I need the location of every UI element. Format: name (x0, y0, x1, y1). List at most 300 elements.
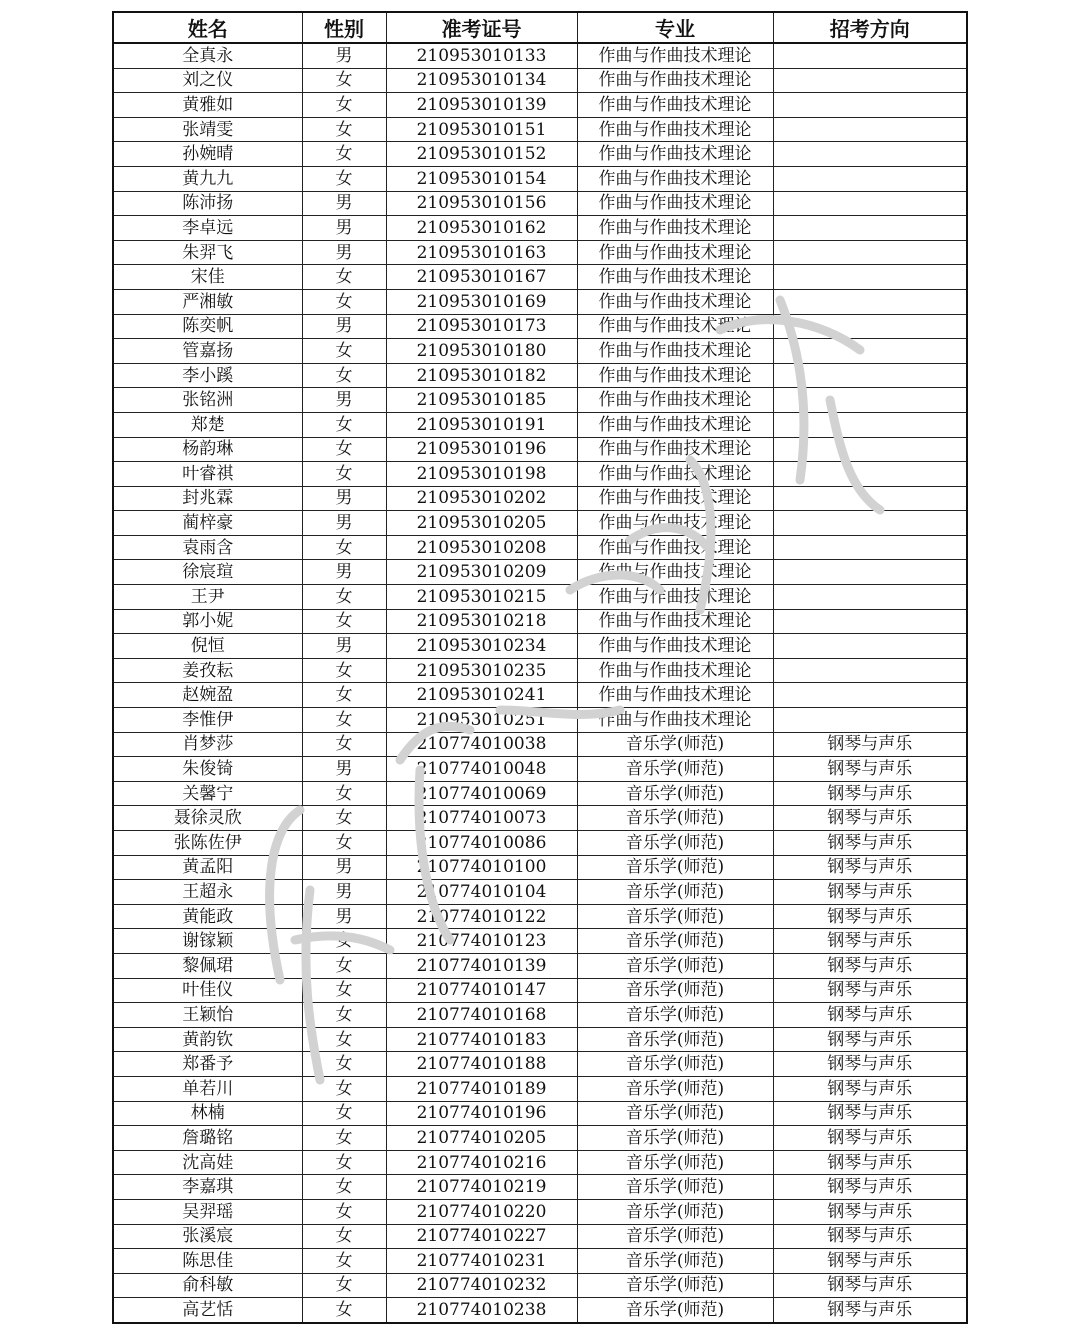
cell-gender: 女 (302, 1003, 386, 1028)
cell-gender: 男 (302, 314, 386, 339)
table-row (113, 781, 967, 806)
cell-name: 李卓远 (113, 216, 302, 241)
cell-major: 音乐学(师范) (577, 880, 773, 905)
cell-major: 作曲与作曲技术理论 (577, 142, 773, 167)
cell-name: 朱羿飞 (113, 240, 302, 265)
cell-gender: 女 (302, 1052, 386, 1077)
cell-name: 黄孟阳 (113, 855, 302, 880)
table-row (113, 880, 967, 905)
cell-major: 音乐学(师范) (577, 1052, 773, 1077)
cell-direction (773, 486, 967, 511)
table-row (113, 634, 967, 659)
cell-name: 李惟伊 (113, 708, 302, 733)
cell-major: 作曲与作曲技术理论 (577, 363, 773, 388)
cell-name: 陈沛扬 (113, 191, 302, 216)
cell-direction (773, 388, 967, 413)
cell-exam-id: 210774010168 (386, 1003, 577, 1028)
cell-gender: 女 (302, 683, 386, 708)
cell-gender: 女 (302, 609, 386, 634)
cell-major: 作曲与作曲技术理论 (577, 166, 773, 191)
cell-name: 袁雨含 (113, 535, 302, 560)
cell-direction: 钢琴与声乐 (773, 1126, 967, 1151)
cell-name: 郭小妮 (113, 609, 302, 634)
cell-gender: 男 (302, 904, 386, 929)
header-exam-id: 准考证号 (386, 12, 577, 43)
cell-gender: 男 (302, 880, 386, 905)
table-row (113, 1150, 967, 1175)
cell-direction: 钢琴与声乐 (773, 1199, 967, 1224)
cell-exam-id: 210953010235 (386, 658, 577, 683)
table-row (113, 412, 967, 437)
cell-name: 陈奕帆 (113, 314, 302, 339)
cell-exam-id: 210953010180 (386, 339, 577, 364)
cell-name: 严湘敏 (113, 289, 302, 314)
table-row (113, 68, 967, 93)
cell-gender: 女 (302, 68, 386, 93)
cell-gender: 女 (302, 166, 386, 191)
table-row (113, 117, 967, 142)
cell-exam-id: 210953010234 (386, 634, 577, 659)
cell-direction (773, 314, 967, 339)
header-name: 姓名 (113, 12, 302, 43)
cell-exam-id: 210953010182 (386, 363, 577, 388)
cell-gender: 女 (302, 1027, 386, 1052)
cell-major: 音乐学(师范) (577, 806, 773, 831)
cell-name: 谢镓颖 (113, 929, 302, 954)
cell-major: 作曲与作曲技术理论 (577, 437, 773, 462)
cell-exam-id: 210953010185 (386, 388, 577, 413)
cell-exam-id: 210953010251 (386, 708, 577, 733)
cell-name: 张铭洲 (113, 388, 302, 413)
cell-major: 音乐学(师范) (577, 1003, 773, 1028)
table-row (113, 535, 967, 560)
cell-exam-id: 210774010147 (386, 978, 577, 1003)
cell-direction: 钢琴与声乐 (773, 1298, 967, 1323)
cell-major: 音乐学(师范) (577, 1273, 773, 1298)
table-row (113, 1175, 967, 1200)
cell-direction (773, 437, 967, 462)
cell-exam-id: 210953010139 (386, 93, 577, 118)
cell-exam-id: 210774010139 (386, 953, 577, 978)
table-row (113, 142, 967, 167)
cell-major: 音乐学(师范) (577, 978, 773, 1003)
table-row (113, 978, 967, 1003)
cell-direction: 钢琴与声乐 (773, 831, 967, 856)
cell-gender: 男 (302, 757, 386, 782)
cell-exam-id: 210953010134 (386, 68, 577, 93)
cell-direction (773, 240, 967, 265)
cell-major: 作曲与作曲技术理论 (577, 708, 773, 733)
table-row (113, 1224, 967, 1249)
cell-exam-id: 210953010167 (386, 265, 577, 290)
cell-name: 王尹 (113, 585, 302, 610)
cell-name: 黄能政 (113, 904, 302, 929)
cell-exam-id: 210774010227 (386, 1224, 577, 1249)
cell-exam-id: 210774010069 (386, 781, 577, 806)
cell-exam-id: 210774010188 (386, 1052, 577, 1077)
cell-direction (773, 43, 967, 68)
cell-major: 作曲与作曲技术理论 (577, 560, 773, 585)
cell-name: 姜孜耘 (113, 658, 302, 683)
cell-name: 吴羿瑶 (113, 1199, 302, 1224)
table-row (113, 511, 967, 536)
table-row (113, 265, 967, 290)
cell-exam-id: 210953010162 (386, 216, 577, 241)
cell-major: 音乐学(师范) (577, 1199, 773, 1224)
cell-gender: 女 (302, 339, 386, 364)
cell-major: 音乐学(师范) (577, 1101, 773, 1126)
cell-gender: 男 (302, 388, 386, 413)
cell-major: 作曲与作曲技术理论 (577, 265, 773, 290)
cell-major: 作曲与作曲技术理论 (577, 216, 773, 241)
cell-major: 音乐学(师范) (577, 929, 773, 954)
cell-gender: 女 (302, 831, 386, 856)
table-row (113, 240, 967, 265)
cell-name: 关馨宁 (113, 781, 302, 806)
cell-direction: 钢琴与声乐 (773, 904, 967, 929)
cell-exam-id: 210774010183 (386, 1027, 577, 1052)
cell-direction: 钢琴与声乐 (773, 732, 967, 757)
cell-gender: 女 (302, 732, 386, 757)
cell-exam-id: 210774010122 (386, 904, 577, 929)
cell-name: 王颖怡 (113, 1003, 302, 1028)
table-row (113, 216, 967, 241)
table-body (113, 43, 967, 1323)
table-row (113, 708, 967, 733)
cell-direction (773, 609, 967, 634)
cell-direction: 钢琴与声乐 (773, 1027, 967, 1052)
cell-gender: 男 (302, 43, 386, 68)
cell-major: 音乐学(师范) (577, 781, 773, 806)
cell-name: 全真永 (113, 43, 302, 68)
cell-major: 作曲与作曲技术理论 (577, 412, 773, 437)
cell-name: 郑番予 (113, 1052, 302, 1077)
cell-name: 叶睿祺 (113, 462, 302, 487)
table-row (113, 1076, 967, 1101)
cell-exam-id: 210774010238 (386, 1298, 577, 1323)
cell-name: 朱俊锜 (113, 757, 302, 782)
cell-major: 作曲与作曲技术理论 (577, 585, 773, 610)
cell-direction (773, 68, 967, 93)
cell-exam-id: 210953010209 (386, 560, 577, 585)
cell-name: 高艺恬 (113, 1298, 302, 1323)
table-row (113, 1273, 967, 1298)
cell-direction (773, 191, 967, 216)
cell-direction (773, 585, 967, 610)
cell-exam-id: 210774010219 (386, 1175, 577, 1200)
header-direction: 招考方向 (773, 12, 967, 43)
table-row (113, 388, 967, 413)
table-row (113, 904, 967, 929)
cell-name: 张靖雯 (113, 117, 302, 142)
cell-direction (773, 658, 967, 683)
cell-major: 作曲与作曲技术理论 (577, 388, 773, 413)
cell-name: 杨韵琳 (113, 437, 302, 462)
cell-exam-id: 210953010156 (386, 191, 577, 216)
cell-direction (773, 142, 967, 167)
cell-exam-id: 210953010215 (386, 585, 577, 610)
cell-direction: 钢琴与声乐 (773, 855, 967, 880)
cell-name: 徐宸瑄 (113, 560, 302, 585)
cell-exam-id: 210953010202 (386, 486, 577, 511)
cell-exam-id: 210953010151 (386, 117, 577, 142)
cell-gender: 男 (302, 191, 386, 216)
cell-direction: 钢琴与声乐 (773, 757, 967, 782)
cell-name: 刘之仪 (113, 68, 302, 93)
cell-name: 沈高娃 (113, 1150, 302, 1175)
cell-exam-id: 210774010205 (386, 1126, 577, 1151)
cell-gender: 女 (302, 142, 386, 167)
cell-direction (773, 683, 967, 708)
cell-gender: 女 (302, 585, 386, 610)
cell-direction: 钢琴与声乐 (773, 1150, 967, 1175)
cell-name: 张溪宸 (113, 1224, 302, 1249)
cell-exam-id: 210774010123 (386, 929, 577, 954)
cell-direction: 钢琴与声乐 (773, 929, 967, 954)
cell-exam-id: 210774010073 (386, 806, 577, 831)
cell-gender: 女 (302, 929, 386, 954)
cell-major: 作曲与作曲技术理论 (577, 658, 773, 683)
table-row (113, 1199, 967, 1224)
cell-direction (773, 166, 967, 191)
cell-direction: 钢琴与声乐 (773, 1273, 967, 1298)
table-row (113, 93, 967, 118)
table-row (113, 1052, 967, 1077)
table-header-row (113, 12, 967, 43)
cell-major: 作曲与作曲技术理论 (577, 609, 773, 634)
cell-major: 作曲与作曲技术理论 (577, 535, 773, 560)
admission-table (112, 11, 968, 1324)
cell-gender: 女 (302, 1298, 386, 1323)
table-row (113, 732, 967, 757)
table-row (113, 486, 967, 511)
header-major: 专业 (577, 12, 773, 43)
cell-direction (773, 363, 967, 388)
table-row (113, 1101, 967, 1126)
table-row (113, 437, 967, 462)
cell-name: 詹璐铭 (113, 1126, 302, 1151)
cell-gender: 女 (302, 1249, 386, 1274)
table-row (113, 191, 967, 216)
cell-gender: 女 (302, 781, 386, 806)
cell-exam-id: 210953010191 (386, 412, 577, 437)
cell-exam-id: 210953010241 (386, 683, 577, 708)
cell-name: 俞科敏 (113, 1273, 302, 1298)
cell-gender: 女 (302, 708, 386, 733)
cell-gender: 女 (302, 1101, 386, 1126)
cell-major: 作曲与作曲技术理论 (577, 191, 773, 216)
cell-direction (773, 462, 967, 487)
cell-major: 音乐学(师范) (577, 953, 773, 978)
cell-exam-id: 210774010038 (386, 732, 577, 757)
cell-gender: 女 (302, 1126, 386, 1151)
cell-gender: 女 (302, 117, 386, 142)
cell-gender: 男 (302, 634, 386, 659)
cell-exam-id: 210953010218 (386, 609, 577, 634)
cell-name: 赵婉盈 (113, 683, 302, 708)
table-row (113, 831, 967, 856)
cell-name: 聂徐灵欣 (113, 806, 302, 831)
table-row (113, 1298, 967, 1323)
cell-gender: 男 (302, 240, 386, 265)
cell-major: 音乐学(师范) (577, 1175, 773, 1200)
cell-name: 黄雅如 (113, 93, 302, 118)
table-row (113, 166, 967, 191)
cell-exam-id: 210953010163 (386, 240, 577, 265)
cell-exam-id: 210953010173 (386, 314, 577, 339)
cell-gender: 女 (302, 1076, 386, 1101)
cell-gender: 男 (302, 216, 386, 241)
cell-exam-id: 210774010216 (386, 1150, 577, 1175)
cell-major: 音乐学(师范) (577, 1298, 773, 1323)
table-row (113, 1027, 967, 1052)
cell-major: 音乐学(师范) (577, 831, 773, 856)
cell-direction (773, 560, 967, 585)
admission-list-sheet (112, 11, 966, 1324)
cell-gender: 男 (302, 511, 386, 536)
cell-name: 张陈佐伊 (113, 831, 302, 856)
cell-direction (773, 708, 967, 733)
table-row (113, 1249, 967, 1274)
cell-gender: 男 (302, 560, 386, 585)
table-row (113, 929, 967, 954)
table-row (113, 339, 967, 364)
cell-direction (773, 117, 967, 142)
cell-gender: 女 (302, 806, 386, 831)
table-row (113, 1126, 967, 1151)
table-row (113, 43, 967, 68)
cell-exam-id: 210774010196 (386, 1101, 577, 1126)
cell-exam-id: 210953010198 (386, 462, 577, 487)
cell-exam-id: 210774010189 (386, 1076, 577, 1101)
cell-direction (773, 289, 967, 314)
cell-gender: 女 (302, 412, 386, 437)
cell-gender: 女 (302, 535, 386, 560)
cell-direction: 钢琴与声乐 (773, 1003, 967, 1028)
cell-name: 李嘉琪 (113, 1175, 302, 1200)
cell-exam-id: 210953010152 (386, 142, 577, 167)
cell-name: 倪恒 (113, 634, 302, 659)
cell-direction (773, 634, 967, 659)
cell-exam-id: 210953010208 (386, 535, 577, 560)
table-row (113, 1003, 967, 1028)
cell-major: 音乐学(师范) (577, 1076, 773, 1101)
cell-major: 作曲与作曲技术理论 (577, 683, 773, 708)
cell-name: 黄韵钦 (113, 1027, 302, 1052)
cell-direction: 钢琴与声乐 (773, 1175, 967, 1200)
cell-major: 作曲与作曲技术理论 (577, 486, 773, 511)
cell-direction: 钢琴与声乐 (773, 978, 967, 1003)
cell-exam-id: 210953010154 (386, 166, 577, 191)
cell-major: 音乐学(师范) (577, 1150, 773, 1175)
cell-direction: 钢琴与声乐 (773, 953, 967, 978)
table-row (113, 757, 967, 782)
cell-name: 蔺梓豪 (113, 511, 302, 536)
cell-direction (773, 412, 967, 437)
cell-major: 作曲与作曲技术理论 (577, 339, 773, 364)
cell-name: 宋佳 (113, 265, 302, 290)
table-row (113, 314, 967, 339)
cell-direction: 钢琴与声乐 (773, 1076, 967, 1101)
cell-exam-id: 210774010232 (386, 1273, 577, 1298)
cell-gender: 女 (302, 93, 386, 118)
cell-direction (773, 511, 967, 536)
cell-major: 作曲与作曲技术理论 (577, 68, 773, 93)
cell-name: 管嘉扬 (113, 339, 302, 364)
cell-gender: 女 (302, 1224, 386, 1249)
cell-gender: 女 (302, 437, 386, 462)
cell-major: 音乐学(师范) (577, 732, 773, 757)
cell-major: 作曲与作曲技术理论 (577, 314, 773, 339)
cell-name: 李小蹊 (113, 363, 302, 388)
cell-major: 作曲与作曲技术理论 (577, 462, 773, 487)
table-row (113, 462, 967, 487)
cell-exam-id: 210774010231 (386, 1249, 577, 1274)
cell-major: 音乐学(师范) (577, 1126, 773, 1151)
cell-direction: 钢琴与声乐 (773, 781, 967, 806)
cell-major: 音乐学(师范) (577, 1249, 773, 1274)
cell-major: 音乐学(师范) (577, 904, 773, 929)
cell-name: 黎佩珺 (113, 953, 302, 978)
table-row (113, 683, 967, 708)
cell-name: 黄九九 (113, 166, 302, 191)
table-row (113, 289, 967, 314)
table-row (113, 609, 967, 634)
cell-direction (773, 216, 967, 241)
cell-direction: 钢琴与声乐 (773, 1101, 967, 1126)
cell-name: 王超永 (113, 880, 302, 905)
cell-direction (773, 93, 967, 118)
cell-exam-id: 210953010133 (386, 43, 577, 68)
table-row (113, 585, 967, 610)
cell-gender: 女 (302, 363, 386, 388)
cell-exam-id: 210774010048 (386, 757, 577, 782)
table-row (113, 855, 967, 880)
cell-name: 孙婉晴 (113, 142, 302, 167)
cell-major: 音乐学(师范) (577, 855, 773, 880)
cell-gender: 男 (302, 486, 386, 511)
cell-major: 作曲与作曲技术理论 (577, 117, 773, 142)
cell-exam-id: 210953010205 (386, 511, 577, 536)
cell-major: 作曲与作曲技术理论 (577, 289, 773, 314)
cell-gender: 女 (302, 953, 386, 978)
cell-name: 肖梦莎 (113, 732, 302, 757)
cell-gender: 男 (302, 855, 386, 880)
table-row (113, 806, 967, 831)
table-row (113, 560, 967, 585)
cell-direction (773, 535, 967, 560)
header-gender: 性别 (302, 12, 386, 43)
cell-name: 叶佳仪 (113, 978, 302, 1003)
cell-gender: 女 (302, 1175, 386, 1200)
cell-direction: 钢琴与声乐 (773, 1249, 967, 1274)
cell-gender: 女 (302, 658, 386, 683)
cell-direction: 钢琴与声乐 (773, 880, 967, 905)
cell-gender: 女 (302, 265, 386, 290)
cell-exam-id: 210774010104 (386, 880, 577, 905)
cell-direction: 钢琴与声乐 (773, 806, 967, 831)
cell-gender: 女 (302, 462, 386, 487)
cell-gender: 女 (302, 1199, 386, 1224)
cell-name: 林楠 (113, 1101, 302, 1126)
cell-major: 作曲与作曲技术理论 (577, 511, 773, 536)
table-row (113, 363, 967, 388)
cell-exam-id: 210774010086 (386, 831, 577, 856)
cell-direction: 钢琴与声乐 (773, 1224, 967, 1249)
cell-name: 单若川 (113, 1076, 302, 1101)
cell-direction (773, 265, 967, 290)
cell-major: 音乐学(师范) (577, 757, 773, 782)
